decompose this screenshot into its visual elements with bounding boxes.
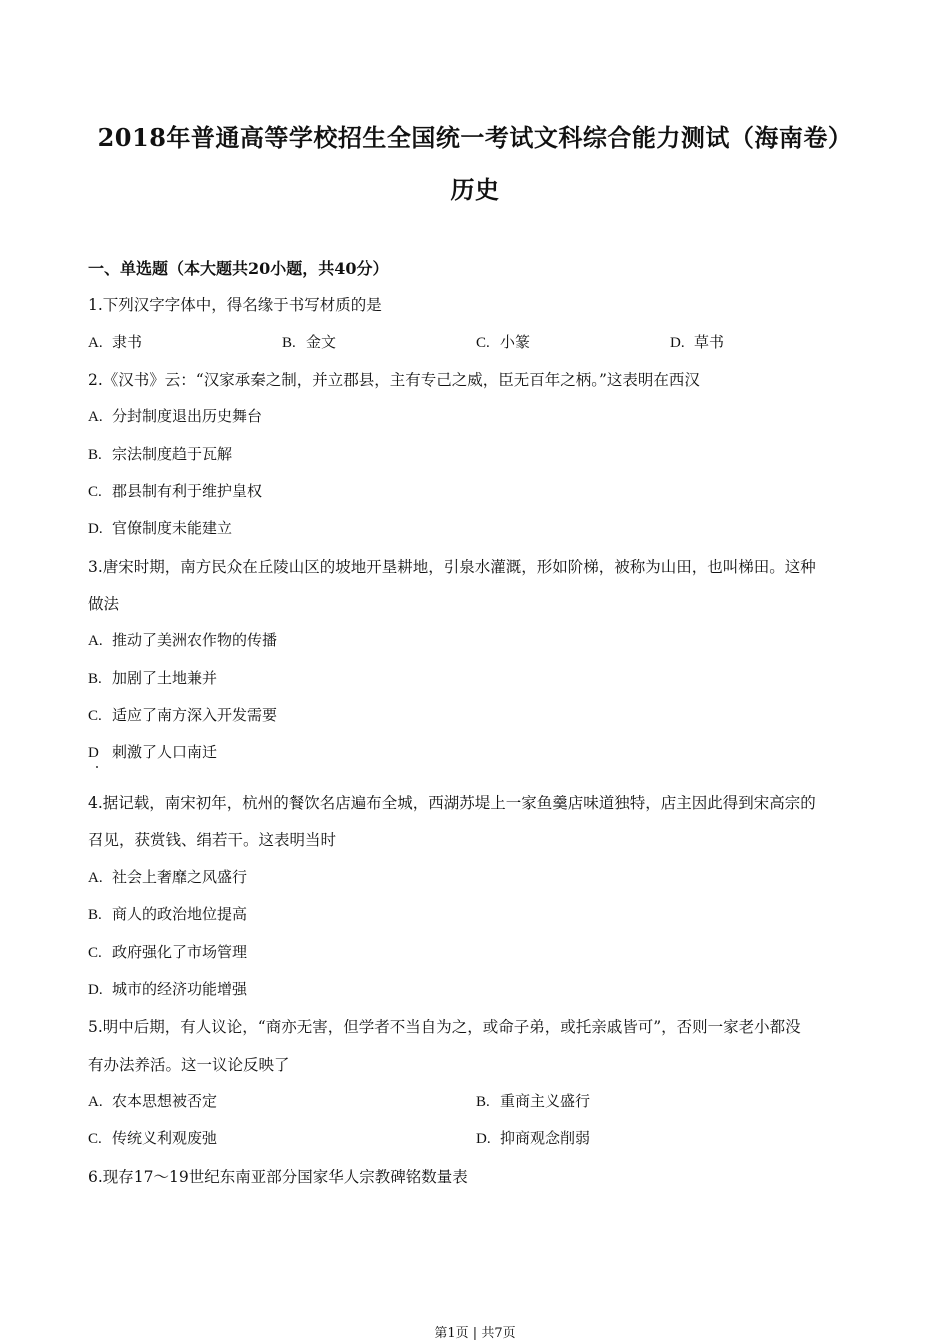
question-4-option-c	[88, 941, 247, 962]
option-text: 适应了南方深入开发需要	[112, 706, 278, 724]
subject-title: 历史	[450, 175, 500, 204]
question-3-option-d	[88, 741, 217, 762]
option-letter: C.	[476, 335, 490, 351]
question-6-stem: 6.现存17～19世纪东南亚部分国家华人宗教碑铭数量表	[88, 1168, 468, 1186]
option-letter: D.	[88, 982, 103, 998]
option-text: 农本思想被否定	[112, 1092, 218, 1110]
question-1-stem: 1.下列汉字字体中，得名缘于书写材质的是	[88, 296, 382, 314]
option-text: 宗法制度趋于瓦解	[112, 445, 233, 463]
question-4-option-b	[88, 903, 247, 924]
question-5-option-c	[88, 1127, 217, 1148]
option-text: 分封制度退出历史舞台	[112, 407, 263, 425]
option-letter: C.	[88, 1131, 102, 1147]
question-2-option-b	[88, 443, 232, 464]
option-letter: D.	[476, 1131, 491, 1147]
option-text: 郡县制有利于维护皇权	[112, 482, 263, 500]
page-footer: 第1页 | 共7页	[434, 1326, 516, 1341]
option-letter: A.	[88, 633, 103, 649]
question-1-option-b	[282, 331, 336, 352]
option-text: 官僚制度未能建立	[112, 519, 233, 537]
question-2-stem: 2.《汉书》云：“汉家承秦之制，并立郡县，主有专己之威，臣无百年之柄。”这表明在西汉	[88, 371, 700, 389]
option-letter: B.	[476, 1094, 490, 1110]
option-text: 抑商观念削弱	[500, 1129, 591, 1147]
option-letter: C.	[88, 708, 102, 724]
question-1-option-a	[88, 331, 142, 352]
option-text: 加剧了土地兼并	[112, 669, 218, 687]
option-letter: D.	[88, 521, 103, 537]
question-4-option-d	[88, 978, 247, 999]
option-text: 草书	[694, 333, 725, 351]
stray-dot	[96, 766, 98, 768]
question-5-option-b	[476, 1090, 590, 1111]
question-5-stem-line-2: 有办法养活。这一议论反映了	[88, 1056, 290, 1074]
option-letter: A.	[88, 335, 103, 351]
question-4-stem-line-2: 召见，获赏钱、绢若干。这表明当时	[88, 831, 337, 849]
question-3-option-c	[88, 704, 277, 725]
option-text: 小篆	[500, 333, 531, 351]
option-text: 重商主义盛行	[500, 1092, 591, 1110]
question-2-option-a	[88, 405, 262, 426]
question-3-stem-line-2: 做法	[88, 595, 120, 613]
option-letter: B.	[88, 447, 102, 463]
option-letter: B.	[88, 671, 102, 687]
option-letter: A.	[88, 1094, 103, 1110]
option-letter: A.	[88, 409, 103, 425]
option-text: 隶书	[112, 333, 143, 351]
option-letter: B.	[282, 335, 296, 351]
question-3-option-a	[88, 629, 277, 650]
option-text: 社会上奢靡之风盛行	[112, 868, 248, 886]
question-5-option-a	[88, 1090, 217, 1111]
question-1-option-c	[476, 331, 530, 352]
exam-title: 2018年普通高等学校招生全国统一考试文科综合能力测试（海南卷）	[97, 123, 853, 152]
option-text: 商人的政治地位提高	[112, 905, 248, 923]
question-3-stem-line-1: 3.唐宋时期，南方民众在丘陵山区的坡地开垦耕地，引泉水灌溉，形如阶梯，被称为山田，也叫梯田。这种	[88, 558, 816, 576]
question-4-stem-line-1: 4.据记载，南宋初年，杭州的餐饮名店遍布全城，西湖苏堤上一家鱼羹店味道独特，店主因此得到宋高宗的	[88, 794, 816, 812]
option-text: 政府强化了市场管理	[112, 943, 248, 961]
option-text: 城市的经济功能增强	[112, 980, 248, 998]
question-3-option-b	[88, 667, 217, 688]
option-text: 刺激了人口南迁	[112, 743, 218, 761]
option-letter: D	[88, 745, 99, 761]
question-1-option-d	[670, 331, 724, 352]
question-4-option-a	[88, 866, 247, 887]
section-heading: 一、单选题（本大题共20小题，共40分）	[88, 259, 389, 278]
option-text: 推动了美洲农作物的传播	[112, 631, 278, 649]
option-text: 传统义利观废弛	[112, 1129, 218, 1147]
question-2-option-d	[88, 517, 232, 538]
question-2-option-c	[88, 480, 262, 501]
option-letter: B.	[88, 907, 102, 923]
question-5-stem-line-1: 5.明中后期，有人议论，“商亦无害，但学者不当自为之，或命子弟，或托亲戚皆可”，否则一家老小都没	[88, 1018, 801, 1036]
option-letter: C.	[88, 484, 102, 500]
option-text: 金文	[306, 333, 337, 351]
option-letter: C.	[88, 945, 102, 961]
option-letter: A.	[88, 870, 103, 886]
question-5-option-d	[476, 1127, 590, 1148]
option-letter: D.	[670, 335, 685, 351]
